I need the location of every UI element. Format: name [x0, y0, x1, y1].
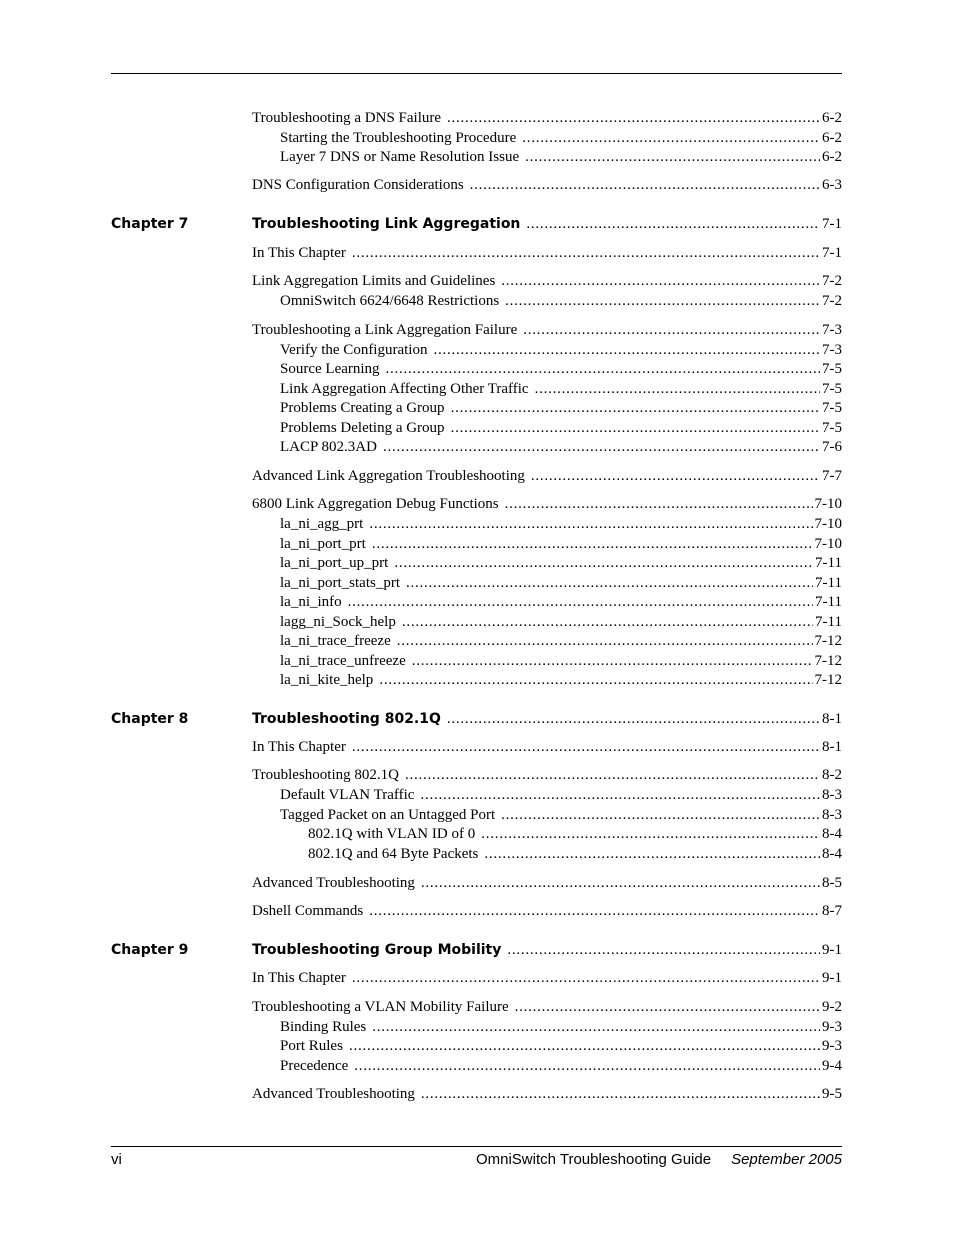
footer-date: September 2005: [731, 1151, 842, 1168]
toc-entry[interactable]: [0, 534, 842, 554]
dot-leader: [386, 359, 820, 379]
toc-entry-title: Troubleshooting Group Mobility: [252, 942, 502, 958]
dot-leader: [522, 128, 820, 148]
toc-entry-title: In This Chapter: [252, 245, 346, 261]
toc-entry-page: 8-1: [822, 711, 842, 727]
toc-entry[interactable]: [0, 175, 842, 195]
toc-entry[interactable]: [0, 592, 842, 612]
dot-leader: [505, 291, 820, 311]
toc-entry[interactable]: [0, 379, 842, 399]
dot-leader: [421, 873, 820, 893]
toc-entry-title: Starting the Troubleshooting Procedure: [280, 130, 517, 146]
dot-leader: [352, 737, 820, 757]
dot-leader: [525, 147, 820, 167]
dot-leader: [397, 631, 813, 651]
toc-entry[interactable]: [0, 466, 842, 486]
toc-entry-title: In This Chapter: [252, 739, 346, 755]
dot-leader: [402, 612, 813, 632]
dot-leader: [451, 398, 820, 418]
toc-entry-title: lagg_ni_Sock_help: [280, 614, 396, 630]
dot-leader: [354, 1056, 820, 1076]
dot-leader: [535, 379, 820, 399]
toc-entry-title: Default VLAN Traffic: [280, 787, 415, 803]
dot-leader: [420, 785, 820, 805]
toc-entry[interactable]: [0, 1056, 842, 1076]
toc-entry[interactable]: [0, 1084, 842, 1104]
toc-entry-title: OmniSwitch 6624/6648 Restrictions: [280, 293, 500, 309]
toc-entry-title: LACP 802.3AD: [280, 439, 377, 455]
toc-entry-title: 6800 Link Aggregation Debug Functions: [252, 496, 499, 512]
toc-entry-page: 6-2: [822, 149, 842, 165]
dot-leader: [515, 997, 820, 1017]
toc-entry-title: la_ni_port_up_prt: [280, 555, 389, 571]
dot-leader: [433, 340, 820, 360]
toc-entry-page: 7-10: [814, 496, 842, 512]
toc-entry-title: Verify the Configuration: [280, 342, 428, 358]
toc-entry-page: 9-2: [822, 999, 842, 1015]
dot-leader: [447, 108, 820, 128]
toc-entry-page: 9-3: [822, 1038, 842, 1054]
toc-entry-title: Link Aggregation Limits and Guidelines: [252, 273, 496, 289]
toc-entry-page: 7-11: [815, 575, 842, 591]
chapter-label: Chapter 9: [111, 942, 189, 958]
toc-entry[interactable]: [0, 320, 842, 340]
toc-entry-page: 7-2: [822, 273, 842, 289]
dot-leader: [470, 175, 820, 195]
toc-entry[interactable]: [0, 271, 842, 291]
toc-entry-title: Troubleshooting a DNS Failure: [252, 110, 442, 126]
toc-chapter-entry[interactable]: [0, 709, 842, 729]
toc-entry-title: Troubleshooting 802.1Q: [252, 767, 399, 783]
toc-entry-title: la_ni_kite_help: [280, 672, 374, 688]
dot-leader: [526, 214, 820, 234]
chapter-label: Chapter 7: [111, 216, 189, 232]
toc-entry[interactable]: [0, 785, 842, 805]
toc-entry[interactable]: [0, 147, 842, 167]
toc-entry[interactable]: [0, 670, 842, 690]
toc-entry-title: Advanced Link Aggregation Troubleshooting: [252, 468, 525, 484]
toc-entry[interactable]: [0, 437, 842, 457]
dot-leader: [412, 651, 813, 671]
toc-entry-title: Link Aggregation Affecting Other Traffic: [280, 381, 529, 397]
toc-entry[interactable]: [0, 573, 842, 593]
toc-entry-page: 6-3: [822, 177, 842, 193]
toc-entry[interactable]: [0, 359, 842, 379]
toc-entry-page: 7-3: [822, 322, 842, 338]
toc-entry[interactable]: [0, 997, 842, 1017]
chapter-label: Chapter 8: [111, 711, 189, 727]
toc-entry-page: 8-1: [822, 739, 842, 755]
toc-chapter-entry[interactable]: [0, 940, 842, 960]
toc-entry-title: la_ni_trace_freeze: [280, 633, 391, 649]
toc-entry-title: Troubleshooting a VLAN Mobility Failure: [252, 999, 509, 1015]
toc-entry[interactable]: [0, 612, 842, 632]
toc-entry-page: 9-5: [822, 1086, 842, 1102]
footer-rule: [111, 1146, 842, 1147]
toc-entry-title: Advanced Troubleshooting: [252, 875, 415, 891]
toc-entry-title: la_ni_port_prt: [280, 536, 366, 552]
toc-entry[interactable]: [0, 418, 842, 438]
toc-entry-page: 7-5: [822, 381, 842, 397]
dot-leader: [352, 243, 820, 263]
toc-entry-page: 7-12: [814, 633, 842, 649]
dot-leader: [406, 573, 813, 593]
toc-entry[interactable]: [0, 494, 842, 514]
footer-guide-title: OmniSwitch Troubleshooting Guide: [475, 1151, 712, 1168]
dot-leader: [523, 320, 820, 340]
toc-entry-title: Problems Deleting a Group: [280, 420, 445, 436]
toc-entry-title: DNS Configuration Considerations: [252, 177, 464, 193]
toc-entry-title: Problems Creating a Group: [280, 400, 445, 416]
toc-entry-page: 9-4: [822, 1058, 842, 1074]
toc-entry-title: Dshell Commands: [252, 903, 364, 919]
toc-entry[interactable]: [0, 873, 842, 893]
toc-entry[interactable]: [0, 243, 842, 263]
toc-entry-title: Tagged Packet on an Untagged Port: [280, 807, 496, 823]
toc-entry-page: 7-1: [822, 245, 842, 261]
footer-page-number: vi: [111, 1151, 122, 1168]
toc-entry-title: la_ni_port_stats_prt: [280, 575, 400, 591]
toc-entry[interactable]: [0, 651, 842, 671]
toc-entry[interactable]: [0, 108, 842, 128]
dot-leader: [501, 805, 820, 825]
toc-entry-title: Troubleshooting Link Aggregation: [252, 216, 521, 232]
toc-entry-page: 8-3: [822, 787, 842, 803]
toc-entry[interactable]: [0, 805, 842, 825]
toc-entry-page: 7-12: [814, 653, 842, 669]
toc-entry[interactable]: [0, 631, 842, 651]
dot-leader: [372, 1017, 820, 1037]
toc-entry-page: 8-4: [822, 846, 842, 862]
toc-entry-page: 7-10: [814, 536, 842, 552]
toc-entry-page: 7-2: [822, 293, 842, 309]
toc-entry-page: 7-11: [815, 594, 842, 610]
toc-entry-page: 9-3: [822, 1019, 842, 1035]
toc-entry-page: 7-10: [814, 516, 842, 532]
toc-entry[interactable]: [0, 968, 842, 988]
toc-entry[interactable]: [0, 737, 842, 757]
dot-leader: [405, 765, 820, 785]
toc-entry[interactable]: [0, 901, 842, 921]
toc-entry-title: Port Rules: [280, 1038, 343, 1054]
toc-entry[interactable]: [0, 844, 842, 864]
dot-leader: [531, 466, 820, 486]
dot-leader: [421, 1084, 820, 1104]
toc-entry-title: la_ni_info: [280, 594, 342, 610]
dot-leader: [349, 1036, 820, 1056]
dot-leader: [352, 968, 820, 988]
toc-entry[interactable]: [0, 1017, 842, 1037]
dot-leader: [505, 494, 813, 514]
toc-entry-page: 8-2: [822, 767, 842, 783]
dot-leader: [481, 824, 820, 844]
toc-entry-title: Troubleshooting 802.1Q: [252, 711, 441, 727]
toc-entry-title: Source Learning: [280, 361, 380, 377]
toc-entry-page: 7-1: [822, 216, 842, 232]
toc-entry[interactable]: [0, 765, 842, 785]
toc-entry-page: 6-2: [822, 130, 842, 146]
dot-leader: [501, 271, 820, 291]
toc-entry-page: 7-5: [822, 361, 842, 377]
toc-entry-page: 7-11: [815, 555, 842, 571]
toc-entry[interactable]: [0, 514, 842, 534]
dot-leader: [383, 437, 820, 457]
toc-entry[interactable]: [0, 128, 842, 148]
toc-entry-title: Binding Rules: [280, 1019, 367, 1035]
dot-leader: [348, 592, 813, 612]
toc-entry-title: Troubleshooting a Link Aggregation Failure: [252, 322, 518, 338]
toc-entry-page: 7-11: [815, 614, 842, 630]
dot-leader: [451, 418, 820, 438]
toc-entry-page: 7-7: [822, 468, 842, 484]
dot-leader: [379, 670, 812, 690]
toc-entry-title: la_ni_trace_unfreeze: [280, 653, 406, 669]
toc-entry-title: Precedence: [280, 1058, 349, 1074]
toc-entry-page: 6-2: [822, 110, 842, 126]
toc-entry[interactable]: [0, 291, 842, 311]
toc-entry[interactable]: [0, 1036, 842, 1056]
toc-entry-page: 8-4: [822, 826, 842, 842]
toc-entry[interactable]: [0, 553, 842, 573]
dot-leader: [507, 940, 820, 960]
toc-entry-page: 7-5: [822, 400, 842, 416]
toc-entry-title: 802.1Q with VLAN ID of 0: [308, 826, 476, 842]
toc-entry[interactable]: [0, 340, 842, 360]
toc-entry-title: Layer 7 DNS or Name Resolution Issue: [280, 149, 520, 165]
dot-leader: [447, 709, 820, 729]
toc-entry-page: 9-1: [822, 942, 842, 958]
dot-leader: [372, 534, 813, 554]
toc-entry-page: 8-5: [822, 875, 842, 891]
toc-entry[interactable]: [0, 398, 842, 418]
toc-entry-title: 802.1Q and 64 Byte Packets: [308, 846, 479, 862]
dot-leader: [369, 901, 820, 921]
toc-entry-page: 9-1: [822, 970, 842, 986]
toc-entry-title: la_ni_agg_prt: [280, 516, 364, 532]
toc-entry-page: 7-12: [814, 672, 842, 688]
dot-leader: [394, 553, 813, 573]
toc-entry-title: In This Chapter: [252, 970, 346, 986]
footer-title: [476, 1151, 842, 1168]
toc-entry-page: 7-3: [822, 342, 842, 358]
toc-entry-page: 8-7: [822, 903, 842, 919]
toc-entry[interactable]: [0, 824, 842, 844]
toc-entry-title: Advanced Troubleshooting: [252, 1086, 415, 1102]
dot-leader: [484, 844, 820, 864]
toc-entry-page: 7-6: [822, 439, 842, 455]
dot-leader: [369, 514, 812, 534]
toc-chapter-entry[interactable]: [0, 214, 842, 234]
toc-entry-page: 8-3: [822, 807, 842, 823]
toc-entry-page: 7-5: [822, 420, 842, 436]
